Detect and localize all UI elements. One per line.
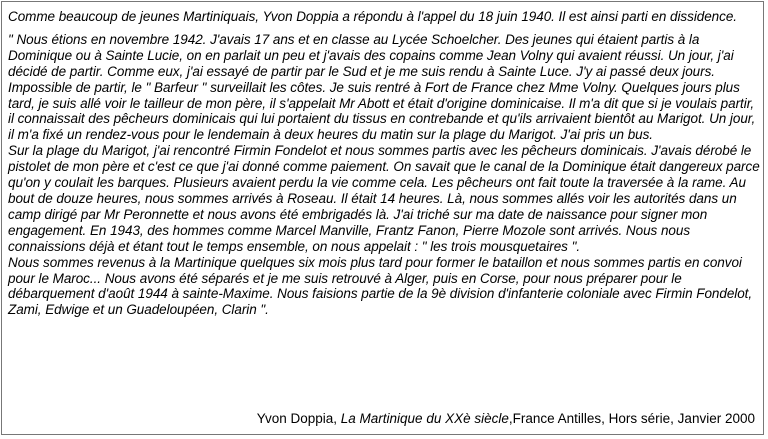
intro-paragraph: Comme beaucoup de jeunes Martiniquais, Yvon Doppia a répondu à l'appel du 18 juin 1940. Il est ainsi parti en dissidence. — [8, 9, 738, 24]
text-frame — [1, 1, 764, 435]
testimony-paragraph-2: Sur la plage du Marigot, j'ai rencontré Firmin Fondelot et nous sommes partis avec les pêcheurs dominicais. J'avais dérobé le pistolet de mon père et c'est ce que j'ai donné comme paiement. On savait que le canal de la Dominique était dangereux parce qu'on y coulait les barques. Plusieurs avaient perdu la vie comme cela. Les pêcheurs ont fait toute la traversée à la rame. Au bout de douze heures, nous sommes arrivés à Roseau. Il était 14 heures. Là, nous sommes allés voir les autorités dans un camp dirigé par Mr Peronnette et nous avons été embrigadés là. J'ai triché sur ma date de naissance pour signer mon engagement. En 1943, des hommes comme Marcel Manville, Frantz Fanon, Pierre Mozole sont arrivés. Nous nous connaissions déjà et étant tout le temps ensemble, on nous appelait : " les trois mousquetaires ". — [8, 143, 760, 254]
citation — [257, 411, 755, 427]
citation-author: Yvon Doppia, — [256, 411, 341, 426]
citation-title: La Martinique du XXè siècle — [340, 411, 509, 426]
testimony-paragraph-1: " Nous étions en novembre 1942. J'avais 17 ans et en classe au Lycée Schoelcher. Des jeunes qui étaient partis à la Dominique ou à Sainte Lucie, on en parlait un peu et j'avais des copains comme Jean Volny qui avaient réussi. Un jour, j'ai décidé de partir. Comme eux, j'ai essayé de partir par le Sud et je me suis rendu à Sainte Luce. J'y ai passé deux jours. Impossible de partir, le " Barfeur " surveillait les côtes. Je suis rentré à Fort de France chez Mme Volny. Quelques jours plus tard, je suis allé voir le tailleur de mon père, il s'appelait Mr Abott et était d'origine dominicaise. Il m'a dit que si je voulais partir, il connaissait des pêcheurs dominicais qui lui portaient du tissus en contrebande et qu'ils arrivaient bientôt au Marigot. Un jour, il m'a fixé un rendez-vous pour le lendemain à deux heures du matin sur la plage du Marigot. J'ai pris un bus. — [8, 31, 756, 143]
testimony-paragraph-3: Nous sommes revenus à la Martinique quelques six mois plus tard pour former le bataillon et nous sommes partis en convoi pour le Maroc... Nous avons été séparés et je me suis retrouvé à Alger, puis en Corse, pour nous préparer pour le débarquement d'août 1944 à sainte-Maxime. Nous faisions partie de la 9è division d'infanterie coloniale avec Firmin Fondelot, Zami, Edwige et un Guadeloupéen, Clarin ". — [8, 254, 753, 318]
citation-source: ,France Antilles, Hors série, Janvier 2000 — [508, 411, 755, 426]
testimony-text — [8, 9, 760, 318]
